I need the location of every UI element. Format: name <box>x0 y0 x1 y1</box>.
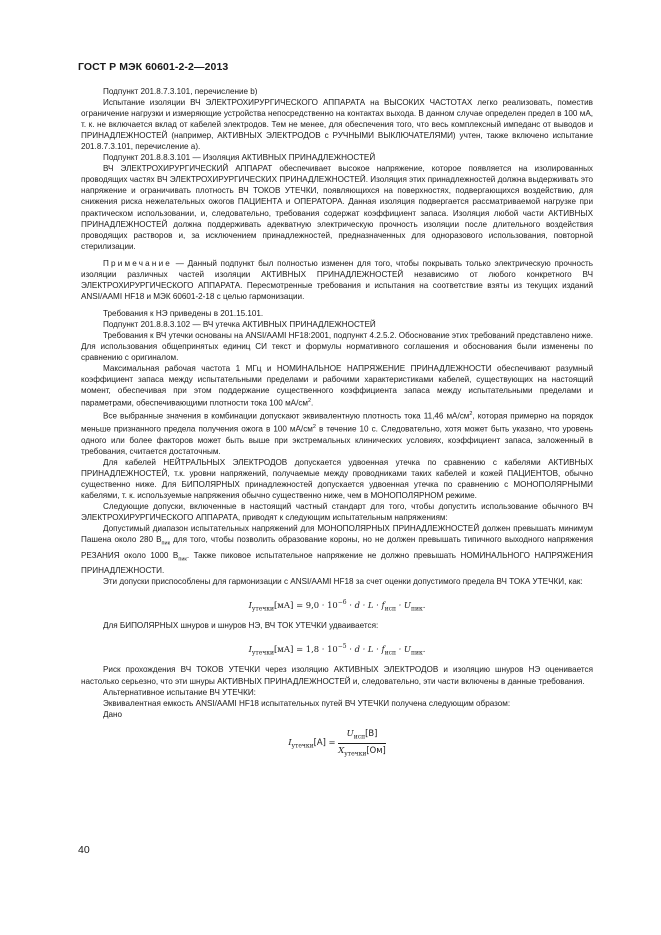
text-run: . Также пиковое испытательное напряжение не должно превышать НОМИНАЛЬНОГО НАПРЯЖЕНИЯ ПРИНАДЛЕЖНОСТИ. <box>81 550 594 576</box>
paragraph: Эти допуски приспособлены для гармонизации с ANSI/AAMI HF18 за счет оценки допустимого предела ВЧ ТОКА УТЕЧКИ, как: <box>103 577 583 587</box>
formula-fraction <box>338 728 386 760</box>
document-header: ГОСТ Р МЭК 60601-2-2—2013 <box>78 61 229 73</box>
formula-subscript: исп <box>353 733 366 741</box>
formula-numerator <box>338 728 386 745</box>
formula-unit: [мА] <box>274 644 294 655</box>
subscript: пик <box>161 540 170 547</box>
formula-coefficient: = 1,8 · 10 <box>293 644 338 655</box>
formula-end: . <box>422 600 426 611</box>
formula-symbol: I <box>248 644 252 655</box>
paragraph: Требования к ВЧ утечки основаны на ANSI/AAMI HF18:2001, подпункт 4.2.5.2. Обоснование этих требований представлено ниже. Для использования общепринятых единиц СИ текст и формулы нормативного соглашения и обоснования были изменены по сравнению с оригиналом. <box>81 330 593 363</box>
note-label: Примечание <box>103 258 173 268</box>
formula-symbol: I <box>248 600 252 611</box>
formula-end: . <box>422 644 426 655</box>
paragraph: Требования к НЭ приведены в 201.15.101. <box>103 308 264 318</box>
formula-denominator <box>338 744 386 760</box>
formula-terms: · U <box>395 600 411 611</box>
formula-coefficient: = 9,0 · 10 <box>293 600 338 611</box>
paragraph: Риск прохождения ВЧ ТОКОВ УТЕЧКИ через изоляцию АКТИВНЫХ ЭЛЕКТРОДОВ и изоляцию шнуров НЭ оценивается настолько серьезно, что эти шнуры АКТИВНЫХ ПРИНАДЛЕЖНОСТЕЙ и, следовательно, эти части включены в данные требования. <box>81 665 593 686</box>
formula-leakage-alternative <box>81 728 593 760</box>
text-run: Все выбранные значения в комбинации допускают эквивалентную плотность тока 11,46 мА/см <box>103 411 470 421</box>
formula-subscript: исп <box>384 605 396 613</box>
paragraph: Эквивалентная емкость ANSI/AAMI HF18 испытательных путей ВЧ УТЕЧКИ получена следующим образом: <box>103 698 511 708</box>
formula-unit: [В] <box>365 727 378 738</box>
formula-subscript: исп <box>384 649 396 657</box>
paragraph <box>81 363 593 409</box>
paragraph: Подпункт 201.8.7.3.101, перечисление b) <box>103 87 258 96</box>
subscript: пик <box>178 556 187 563</box>
formula-exponent: −6 <box>337 599 347 607</box>
formula-subscript: утечки <box>291 742 314 750</box>
superscript: 2 <box>469 411 473 418</box>
formula-unit: [A] <box>313 736 326 747</box>
text-run: Допустимый диапазон испытательных напряжений для МОНОПОЛЯРНЫХ ПРИНАДЛЕЖНОСТЕЙ должен превышать минимум Пашена около 280 В <box>81 523 593 544</box>
text-run: , которая примерно на порядок меньше признанного предела получения ожога в 100 мА/см <box>81 411 593 434</box>
formula-symbol: I <box>288 736 292 747</box>
formula-subscript: пик <box>410 605 423 613</box>
formula-terms: · d · L · f <box>346 644 385 655</box>
formula-symbol: X <box>338 745 345 756</box>
paragraph: Альтернативное испытание ВЧ УТЕЧКИ: <box>103 687 256 697</box>
note-paragraph <box>81 258 593 302</box>
formula-subscript: утечки <box>251 649 275 657</box>
formula-unit: [Ом] <box>366 745 386 756</box>
paragraph: Подпункт 201.8.8.3.102 — ВЧ утечка АКТИВНЫХ ПРИНАДЛЕЖНОСТЕЙ <box>103 319 376 329</box>
formula-lhs: $I_{утечки}[A]$ = <box>288 736 336 750</box>
page-number: 40 <box>78 844 90 856</box>
formula-terms: · U <box>395 644 411 655</box>
paragraph: Подпункт 201.8.8.3.101 — Изоляция АКТИВНЫХ ПРИНАДЛЕЖНОСТЕЙ <box>103 153 376 163</box>
paragraph: Для БИПОЛЯРНЫХ шнуров и шнуров НЭ, ВЧ ТОК УТЕЧКИ удваивается: <box>103 621 379 631</box>
formula-terms: · d · L · f <box>346 600 385 611</box>
paragraph: ВЧ ЭЛЕКТРОХИРУРГИЧЕСКИЙ АППАРАТ обеспечивает высокое напряжение, которое появляется на изолированных проводящих частях ВЧ ЭЛЕКТРОХИРУРГИЧЕСКИХ ПРИНАДЛЕЖНОСТЕЙ. Изоляция этих принадлежностей должна выдерживать это напряжение и ограничивать плотность ВЧ ТОКОВ УТЕЧКИ, появляющихся на поверхностях, подвергающихся воздействию, для снижения риска нежелательных ожогов ПАЦИЕНТА и ОПЕРАТОРА. Данная изоляция подвергается рассматриваемой нагрузке при практическом использовании, и, следовательно, требования содержат коэффициент запаса. Изоляция любой части АКТИВНЫХ ПРИНАДЛЕЖНОСТЕЙ должна поддерживать адекватную электрическую прочность изоляции после длительного воздействия проводящих растворов и, за исключением принадлежностей, предназначенных для одноразового использования, повторной стерилизации. <box>81 164 593 251</box>
paragraph <box>81 523 593 576</box>
formula-leakage-bipolar <box>81 638 593 656</box>
paragraph: Дано <box>103 709 123 719</box>
text-run: в течение 10 с. Следовательно, хотя может быть указано, что уровень одного или более факторов может быть выше при экстремальных клинических условиях, коэффициент запаса, заложенный в требования, считается достаточным. <box>81 424 593 456</box>
formula-leakage-monopolar <box>81 594 593 612</box>
paragraph: Следующие допуски, включенные в настоящий частный стандарт для того, чтобы допустить использование обычного ВЧ ЭЛЕКТРОХИРУРГИЧЕСКОГО АППАРАТА, приводят к следующим испытательным напряжениям: <box>81 501 593 522</box>
formula-unit: [мА] <box>274 600 294 611</box>
text-run: . <box>311 398 314 408</box>
paragraph: Испытание изоляции ВЧ ЭЛЕКТРОХИРУРГИЧЕСКОГО АППАРАТА на ВЫСОКИХ ЧАСТОТАХ легко реализовать, поместив ограничение нагрузки и измеряющие устройства непосредственно на контактах выхода. В данном случае определен предел в 100 мА, т. к. не включается вклад от кабелей электродов. Тем не менее, для обеспечения того, что весь комплексный импеданс от выводов и ПРИНАДЛЕЖНОСТЕЙ (например, АКТИВНЫХ ЭЛЕКТРОДОВ с РУЧНЫМИ ВЫКЛЮЧАТЕЛЯМИ) учтен, также включено испытание 201.8.7.3.101, перечисление a). <box>81 98 593 152</box>
formula-subscript: пик <box>410 649 423 657</box>
document-body <box>81 86 593 760</box>
superscript: 2 <box>312 423 316 430</box>
formula-exponent: −5 <box>337 643 347 651</box>
paragraph <box>81 409 593 457</box>
formula-subscript: утечки <box>251 605 275 613</box>
text-run: Максимальная рабочая частота 1 МГц и НОМИНАЛЬНОЕ НАПРЯЖЕНИЕ ПРИНАДЛЕЖНОСТИ обеспечивают разумный коэффициент запаса между испытательными пределами и рабочими характеристиками кабелей, существующих на настоящий момент, обеспечивая при этом поддержание существенного коэффициента запаса между испытательными пределами и параметрами, обеспечивающими плотности тока 100 мА/см <box>81 364 593 408</box>
formula-symbol: U <box>346 727 354 738</box>
text-run: для того, чтобы позволить образование короны, но не должен превышать типичного выходного напряжения РЕЗАНИЯ около 1000 В <box>81 534 593 560</box>
superscript: 2 <box>307 398 312 405</box>
note-text: — Данный подпункт был полностью изменен для того, чтобы покрывать только электрическую прочность изоляции различных частей изоляции АКТИВНЫХ ПРИНАДЛЕЖНОСТЕЙ независимо от любого конкретного ВЧ ЭЛЕКТРОХИРУРГИЧЕСКОГО АППАРАТА. Пересмотренные требования и испытания на соответствие взяты из текущих изданий ANSI/AAMI HF18 и МЭК 60601-2-18 с целью гармонизации. <box>81 258 593 301</box>
formula-subscript: утечки <box>344 751 367 759</box>
paragraph: Для кабелей НЕЙТРАЛЬНЫХ ЭЛЕКТРОДОВ допускается удвоенная утечка по сравнению с кабелями АКТИВНЫХ ПРИНАДЛЕЖНОСТЕЙ, т.к. уровни напряжений, получаемые между проводниками таких кабелей и кожей ПАЦИЕНТОВ, обычно существенно ниже. Для БИПОЛЯРНЫХ принадлежностей допускается удвоенная утечка по сравнению с МОНОПОЛЯРНЫМИ кабелями, т. к. используемые напряжения обычно существенно ниже, чем в МОНОПОЛЯРНОМ режиме. <box>81 457 593 500</box>
